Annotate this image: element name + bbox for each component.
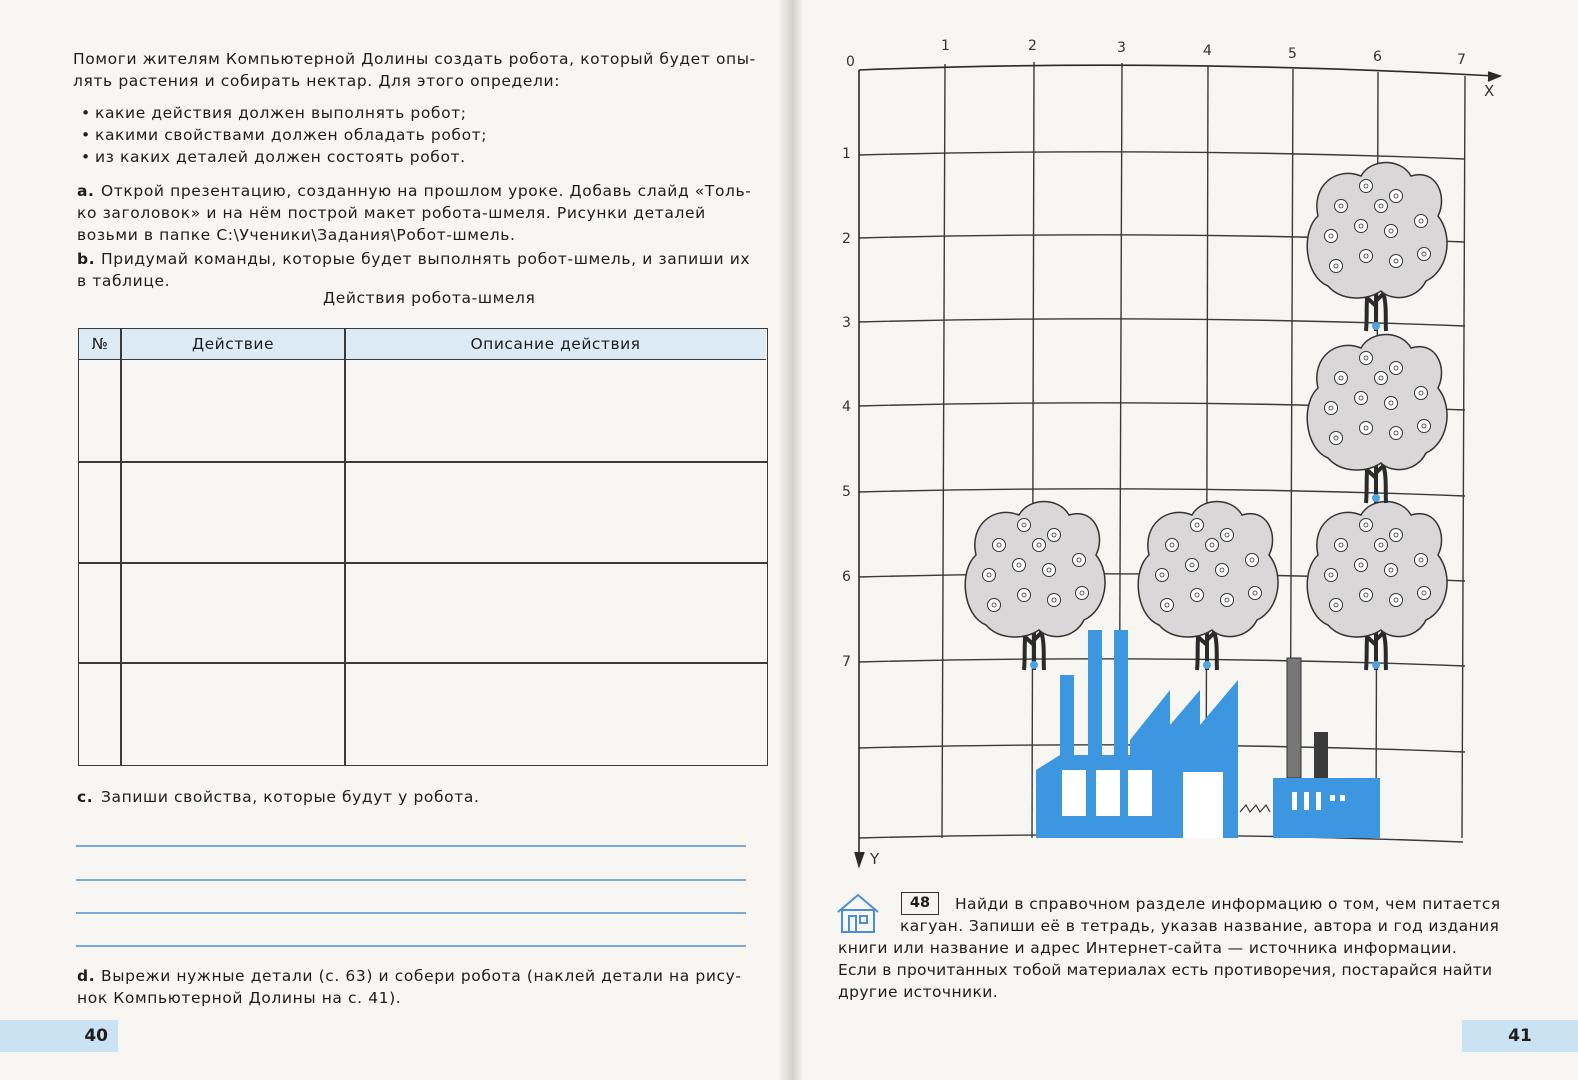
task-c-text: Запиши свойства, которые будут у робота. [101,788,480,806]
bullet-item: • какие действия должен выполнять робот; [95,102,467,124]
task48-line1: Найди в справочном разделе информацию о том, чем питается [955,895,1501,913]
bullet-item: • какими свойствами должен обладать робот; [95,124,487,146]
blossom-tree [965,502,1105,671]
x-tick-label: 7 [1457,52,1466,68]
y-tick-label: 2 [842,231,851,247]
y-tick-label: 4 [842,399,851,415]
table-header-number: № [79,329,121,360]
intro-text-line1: Помоги жителям Компьютерной Долины создать робота, который будет опы- [73,50,756,68]
blossom-tree [1307,163,1447,332]
task-c-letter: c. [77,788,94,806]
grid-vertical-line [1032,62,1034,838]
house-icon [838,895,878,932]
y-tick-label: 7 [842,654,851,670]
task48-line3: книги или название и адрес Интернет-сайта — источника информации. [838,939,1458,957]
y-tick-label: 1 [842,146,851,162]
x-tick-label: 3 [1117,40,1126,56]
page-number-right: 41 [1462,1020,1578,1052]
x-axis-label: X [1484,82,1495,100]
task48-line4: Если в прочитанных тобой материалах есть противоречия, постарайся найти [838,961,1493,979]
task-a-line2: ко заголовок» и на нём построй макет робота-шмеля. Рисунки деталей [77,204,706,222]
task-b-line1: Придумай команды, которые будет выполнять робот-шмель, и запиши их [101,250,751,268]
x-tick-label: 5 [1288,46,1297,62]
task-d-line1: Вырежи нужные детали (с. 63) и собери робота (наклей детали на рису- [101,967,742,985]
task-d-letter: d. [77,967,96,985]
task-b-letter: b. [77,250,96,268]
bullet-item: • из каких деталей должен состоять робот. [95,146,466,168]
table-header-action: Действие [121,329,345,360]
table-title: Действия робота-шмеля [323,289,536,307]
task-a-line1: Открой презентацию, созданную на прошлом уроке. Добавь слайд «Толь- [101,182,752,200]
task-number-badge: 48 [901,892,939,915]
table-header-description: Описание действия [345,329,766,360]
task48-line5: другие источники. [838,983,999,1001]
task-d-line2: нок Компьютерной Долины на с. 41). [77,989,402,1007]
task-a-line3: возьми в папке С:\Ученики\Задания\Робот-шмель. [77,226,516,244]
x-tick-label: 2 [1028,38,1037,54]
intro-text-line2: лять растения и собирать нектар. Для этого определи: [73,72,561,90]
task-b-line2: в таблице. [77,272,171,290]
y-tick-label: 6 [842,569,851,585]
x-axis [859,65,1495,76]
y-tick-label: 5 [842,484,851,500]
y-axis-label: Y [870,850,880,868]
task48-line2: кагуан. Запиши её в тетрадь, указав название, автора и год издания [900,917,1500,935]
blossom-tree [1307,502,1447,671]
y-axis-arrow [855,852,864,866]
x-tick-label: 4 [1203,43,1212,59]
y-tick-label: 3 [842,315,851,331]
blossom-tree [1138,502,1278,671]
x-tick-label: 1 [941,38,950,54]
task-a-letter: a. [77,182,95,200]
blossom-tree [1307,335,1447,504]
grid-vertical-line [1462,76,1465,838]
grid-vertical-line [942,64,945,838]
grid-horizontal-line [859,152,1465,159]
x-tick-label: 0 [846,54,855,70]
x-tick-label: 6 [1373,49,1382,65]
x-axis-arrow [1488,72,1500,81]
page-number-left: 40 [0,1020,118,1052]
